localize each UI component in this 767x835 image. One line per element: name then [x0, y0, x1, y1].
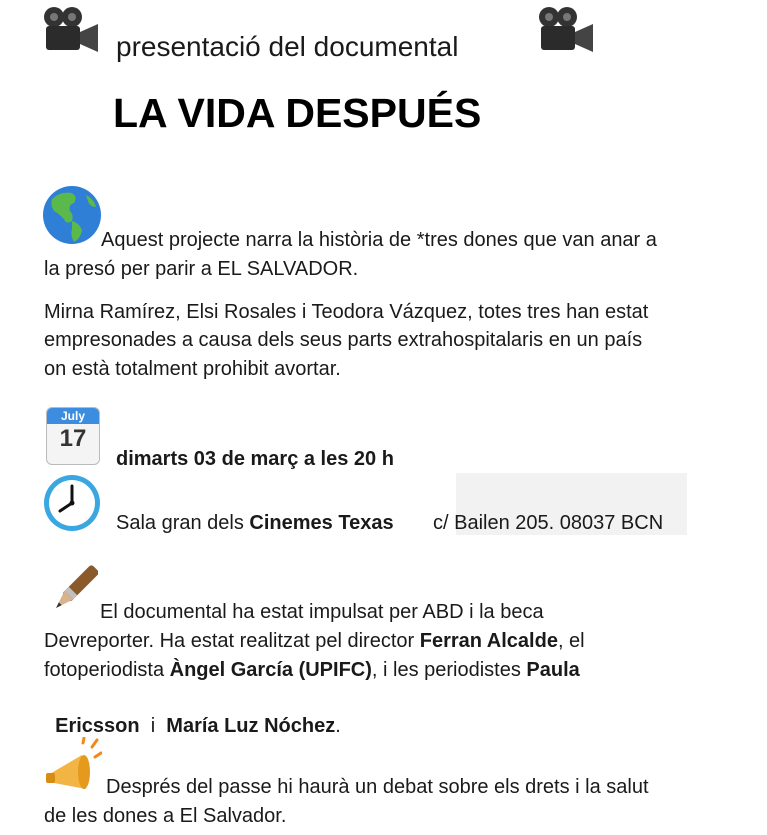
clock-icon [42, 473, 102, 533]
intro-line-2: la presó per parir a EL SALVADOR. [44, 258, 359, 280]
calendar-day: 17 [59, 425, 87, 452]
event-date: dimarts 03 de març a les 20 h [116, 448, 394, 470]
debate-line-2: de les dones a El Salvador. [44, 805, 287, 827]
journalist-name-1a: Paula [526, 659, 580, 681]
megaphone-icon [42, 737, 102, 795]
movie-camera-icon [42, 6, 100, 54]
credits-line-1: El documental ha estat impulsat per ABD i la beca [100, 601, 544, 623]
director-name: Ferran Alcalde [419, 630, 558, 652]
intro-line-1: Aquest projecte narra la història de *tres dones que van anar a [101, 229, 657, 251]
women-line-2: empresonades a causa dels seus parts extrahospitalaris en un país [44, 329, 643, 351]
globe-americas-icon [42, 185, 102, 245]
venue-line [116, 509, 394, 537]
journalist-name-1b: Ericsson [55, 715, 140, 737]
credits-line-2: Devreporter. Ha estat realitzat pel director Ferran Alcalde, el [44, 630, 585, 652]
calendar-icon [46, 407, 100, 465]
venue-name: Cinemes Texas [249, 512, 394, 534]
page-title: LA VIDA DESPUÉS [113, 90, 482, 136]
credits-line-3: fotoperiodista Àngel García (UPIFC), i les periodistes Paula [44, 659, 580, 681]
photographer-name: Àngel García (UPIFC) [169, 659, 372, 681]
calendar-month: July [47, 408, 99, 424]
women-line-1: Mirna Ramírez, Elsi Rosales i Teodora Vázquez, totes tres han estat [44, 301, 649, 323]
credits-line-4: Ericsson i María Luz Nóchez. [55, 715, 341, 737]
venue-address: c/ Bailen 205. 08037 BCN [433, 512, 664, 534]
debate-line-1: Després del passe hi haurà un debat sobre els drets i la salut [106, 776, 649, 798]
journalist-name-2: María Luz Nóchez [166, 715, 336, 737]
pen-icon [48, 565, 98, 617]
movie-camera-icon [537, 6, 595, 54]
women-line-3: on està totalment prohibit avortar. [44, 358, 341, 380]
venue-prefix: Sala gran dels [116, 512, 250, 534]
page-subtitle: presentació del documental [116, 31, 459, 62]
